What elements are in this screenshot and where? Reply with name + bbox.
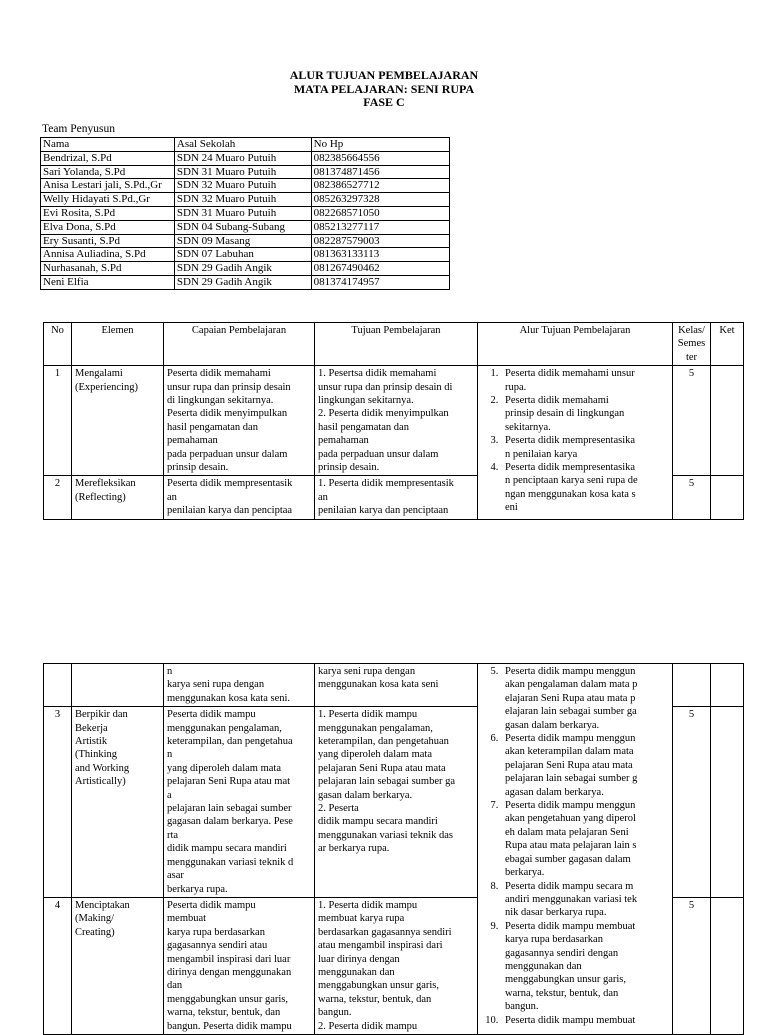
col-header-kelas: Kelas/ Semes ter xyxy=(673,323,711,366)
school-cell: SDN 07 Labuhan xyxy=(174,248,311,262)
name-cell: Welly Hidayati S.Pd.,Gr xyxy=(41,193,175,207)
col-header-ket: Ket xyxy=(711,323,744,366)
row-capaian: Peserta didik mampu membuat karya rupa berdasarkan gagasannya sendiri atau mengambil inspirasi dari luar dirinya dengan menggunakan dan menggabungkan unsur garis, warna, tekstur, bentuk, dan bangun. Peserta didik mampu xyxy=(164,897,315,1034)
alur-item: 9. Peserta didik mampu membuat karya rupa berdasarkan gagasannya sendiri dengan menggunakan dan menggabungkan unsur garis, warna, tekstur, bentuk, dan bangun. xyxy=(501,920,669,1014)
col-header-elemen: Elemen xyxy=(72,323,164,366)
school-cell: SDN 29 Gadih Angik xyxy=(174,275,311,289)
row-elemen: Mengalami (Experiencing) xyxy=(72,366,164,476)
row-tujuan: 1. Pesertsa didik memahami unsur rupa dan prinsip desain di lingkungan sekitarnya. 2. Peserta didik menyimpulkan hasil pengamatan dan pemahaman pada perpaduan unsur dalam prinsip desain. xyxy=(315,366,478,476)
atp-table-page-1 xyxy=(43,322,744,520)
row-elemen: Berpikir dan Bekerja Artistik (Thinking and Working Artistically) xyxy=(72,707,164,898)
name-cell: Nurhasanah, S.Pd xyxy=(41,262,175,276)
team-col-header: Asal Sekolah xyxy=(174,138,311,152)
document-title xyxy=(0,69,768,110)
team-row xyxy=(41,193,450,207)
col-header-alur: Alur Tujuan Pembelajaran xyxy=(478,323,673,366)
title-line-2: MATA PELAJARAN: SENI RUPA xyxy=(293,81,475,96)
row-elemen xyxy=(72,664,164,707)
row-ket xyxy=(711,476,744,519)
row-no: 4 xyxy=(44,897,72,1034)
row-capaian: Peserta didik mempresentasik an penilaian karya dan penciptaa xyxy=(164,476,315,519)
row-capaian: n karya seni rupa dengan menggunakan kosa kata seni. xyxy=(164,664,315,707)
school-cell: SDN 29 Gadih Angik xyxy=(174,262,311,276)
row-tujuan: 1. Peserta didik mempresentasik an penilaian karya dan penciptaan xyxy=(315,476,478,519)
name-cell: Bendrizal, S.Pd xyxy=(41,151,175,165)
team-row xyxy=(41,179,450,193)
row-no xyxy=(44,664,72,707)
school-cell: SDN 32 Muaro Putuih xyxy=(174,179,311,193)
name-cell: Elva Dona, S.Pd xyxy=(41,220,175,234)
row-ket xyxy=(711,664,744,707)
team-table xyxy=(40,137,450,290)
row-capaian: Peserta didik mampu menggunakan pengalaman, keterampilan, dan pengetahua n yang diperoleh dalam mata pelajaran Seni Rupa atau mat a pelajaran lain sebagai sumber gagasan dalam berkarya. Pese rta didik mampu secara mandiri menggunakan variasi teknik d asar berkarya rupa. xyxy=(164,707,315,898)
row-ket xyxy=(711,897,744,1034)
name-cell: Ery Susanti, S.Pd xyxy=(41,234,175,248)
name-cell: Anisa Lestari jali, S.Pd.,Gr xyxy=(41,179,175,193)
alur-item: 10. Peserta didik mampu membuat xyxy=(501,1014,669,1027)
phone-cell: 081267490462 xyxy=(311,262,449,276)
col-header-tujuan: Tujuan Pembelajaran xyxy=(315,323,478,366)
name-cell: Evi Rosita, S.Pd xyxy=(41,206,175,220)
row-kelas: 5 xyxy=(673,476,711,519)
team-row xyxy=(41,151,450,165)
phone-cell: 081363133113 xyxy=(311,248,449,262)
phone-cell: 081374174957 xyxy=(311,275,449,289)
table-row xyxy=(44,664,744,707)
alur-list xyxy=(481,665,669,1027)
row-kelas: 5 xyxy=(673,897,711,1034)
team-label: Team Penyusun xyxy=(42,123,115,135)
row-no: 3 xyxy=(44,707,72,898)
team-row xyxy=(41,206,450,220)
row-no: 2 xyxy=(44,476,72,519)
alur-item: 1. Peserta didik memahami unsur rupa. xyxy=(501,367,669,394)
row-ket xyxy=(711,707,744,898)
alur-item: 5. Peserta didik mampu menggun akan pengalaman dalam mata p elajaran Seni Rupa atau mata p elajaran lain sebagai sumber ga gasan dalam berkarya. xyxy=(501,665,669,732)
school-cell: SDN 24 Muaro Putuih xyxy=(174,151,311,165)
row-kelas: 5 xyxy=(673,366,711,476)
phone-cell: 082385664556 xyxy=(311,151,449,165)
phone-cell: 082268571050 xyxy=(311,206,449,220)
phone-cell: 082287579003 xyxy=(311,234,449,248)
alur-item: 2. Peserta didik memahami prinsip desain di lingkungan sekitarnya. xyxy=(501,394,669,434)
alur-item: 8. Peserta didik mampu secara m andiri menggunakan variasi tek nik dasar berkarya rupa. xyxy=(501,880,669,920)
phone-cell: 082386527712 xyxy=(311,179,449,193)
name-cell: Neni Elfia xyxy=(41,275,175,289)
school-cell: SDN 32 Muaro Putuih xyxy=(174,193,311,207)
row-tujuan: 1. Peserta didik mampu menggunakan pengalaman, keterampilan, dan pengetahuan yang diperoleh dalam mata pelajaran Seni Rupa atau mata pelajaran lain sebagai sumber ga gasan dalam berkarya. 2. Peserta didik mampu secara mandiri menggunakan variasi teknik das ar berkarya rupa. xyxy=(315,707,478,898)
atp-table-page-2 xyxy=(43,663,744,1035)
team-col-header: Nama xyxy=(41,138,175,152)
team-row xyxy=(41,165,450,179)
team-row xyxy=(41,220,450,234)
col-header-no: No xyxy=(44,323,72,366)
team-row xyxy=(41,234,450,248)
team-row xyxy=(41,248,450,262)
table-row xyxy=(44,366,744,476)
row-kelas: 5 xyxy=(673,707,711,898)
row-alur xyxy=(478,366,673,519)
name-cell: Sari Yolanda, S.Pd xyxy=(41,165,175,179)
team-header-row xyxy=(41,138,450,152)
team-row xyxy=(41,275,450,289)
alur-item: 7. Peserta didik mampu menggun akan pengetahuan yang diperol eh dalam mata pelajaran Seni Rupa atau mata pelajaran lain s ebagai sumber gagasan dalam berkarya. xyxy=(501,799,669,879)
row-tujuan: 1. Peserta didik mampu membuat karya rupa berdasarkan gagasannya sendiri atau mengambil inspirasi dari luar dirinya dengan menggunakan dan menggabungkan unsur garis, warna, tekstur, bentuk, dan bangun. 2. Peserta didik mampu xyxy=(315,897,478,1034)
alur-item: 6. Peserta didik mampu menggun akan keterampilan dalam mata pelajaran Seni Rupa atau mata pelajaran lain sebagai sumber g agasan dalam berkarya. xyxy=(501,732,669,799)
title-line-1: ALUR TUJUAN PEMBELAJARAN xyxy=(289,68,479,82)
phone-cell: 085213277117 xyxy=(311,220,449,234)
row-capaian: Peserta didik memahami unsur rupa dan prinsip desain di lingkungan sekitarnya. Peserta didik menyimpulkan hasil pengamatan dan pemahaman pada perpaduan unsur dalam prinsip desain. xyxy=(164,366,315,476)
school-cell: SDN 04 Subang-Subang xyxy=(174,220,311,234)
row-elemen: Menciptakan (Making/ Creating) xyxy=(72,897,164,1034)
row-tujuan: karya seni rupa dengan menggunakan kosa kata seni xyxy=(315,664,478,707)
row-elemen: Merefleksikan (Reflecting) xyxy=(72,476,164,519)
row-kelas xyxy=(673,664,711,707)
row-alur xyxy=(478,664,673,1035)
table-header-row xyxy=(44,323,744,366)
name-cell: Annisa Auliadina, S.Pd xyxy=(41,248,175,262)
title-line-3: FASE C xyxy=(363,95,405,109)
team-row xyxy=(41,262,450,276)
col-header-capaian: Capaian Pembelajaran xyxy=(164,323,315,366)
alur-item: 3. Peserta didik mempresentasika n penilaian karya xyxy=(501,434,669,461)
row-no: 1 xyxy=(44,366,72,476)
row-ket xyxy=(711,366,744,476)
school-cell: SDN 09 Masang xyxy=(174,234,311,248)
team-col-header: No Hp xyxy=(311,138,449,152)
phone-cell: 085263297328 xyxy=(311,193,449,207)
school-cell: SDN 31 Muaro Putuih xyxy=(174,165,311,179)
alur-item: 4. Peserta didik mempresentasika n penciptaan karya seni rupa de ngan menggunakan kosa kata s eni xyxy=(501,461,669,515)
school-cell: SDN 31 Muaro Putuih xyxy=(174,206,311,220)
phone-cell: 081374871456 xyxy=(311,165,449,179)
alur-list xyxy=(481,367,669,514)
